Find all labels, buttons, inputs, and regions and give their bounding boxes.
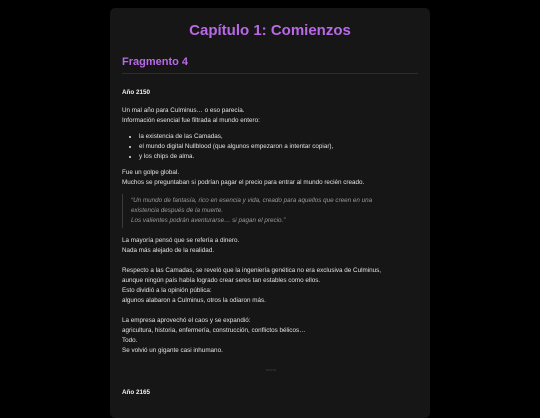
paragraph (122, 266, 420, 306)
quote-line: Los valientes podrán aventurarse… si pagan el precio.” (131, 217, 286, 224)
text-line: Fue un golpe global. (122, 169, 180, 176)
paragraph (122, 168, 420, 188)
text-line: Un mal año para Culminus… o eso parecía. (122, 107, 245, 114)
year-heading: Año 2150 (122, 89, 150, 96)
section-separator: ~~~ (265, 368, 277, 374)
list-item: • la existencia de las Camadas, (139, 132, 420, 142)
paragraph (122, 236, 420, 256)
text-line: algunos alabaron a Culminus, otros la odiaron más. (122, 297, 266, 304)
paragraph (122, 106, 420, 126)
text-line: Muchos se preguntaban si podrían pagar el precio para entrar al mundo recién creado. (122, 179, 365, 186)
chapter-title: Capítulo 1: Comienzos (189, 22, 351, 39)
year-heading: Año 2165 (122, 389, 150, 396)
text-line: aunque ningún país había logrado crear seres tan estables como ellos. (122, 277, 321, 284)
fragment-card (110, 8, 430, 418)
fragment-content (122, 88, 420, 406)
text-line: La mayoría pensó que se refería a dinero. (122, 237, 240, 244)
text-line: Se volvió un gigante casi inhumano. (122, 347, 223, 354)
text-line: Respecto a las Camadas, se reveló que la ingeniería genética no era exclusiva de Culminus, (122, 267, 382, 274)
text-line: Nada más alejado de la realidad. (122, 247, 215, 254)
block-quote (122, 194, 420, 228)
quote-line: existencia después de la muerte. (131, 207, 224, 214)
text-line: agricultura, historia, enfermería, construcción, conflictos bélicos… (122, 327, 306, 334)
fragment-title: Fragmento 4 (122, 56, 418, 74)
list-item: • y los chips de alma. (139, 152, 420, 162)
text-line: Esto dividió a la opinión pública: (122, 287, 212, 294)
paragraph (122, 316, 420, 356)
text-line: Todo. (122, 337, 138, 344)
revealed-list (122, 132, 420, 162)
text-line: Información esencial fue filtrada al mundo entero: (122, 117, 260, 124)
quote-line: “Un mundo de fantasía, rico en esencia y vida, creado para aquellos que creen en una (131, 197, 373, 204)
list-item: • el mundo digital Nullblood (que algunos empezaron a intentar copiar), (139, 142, 420, 152)
text-line: La empresa aprovechó el caos y se expandió: (122, 317, 251, 324)
